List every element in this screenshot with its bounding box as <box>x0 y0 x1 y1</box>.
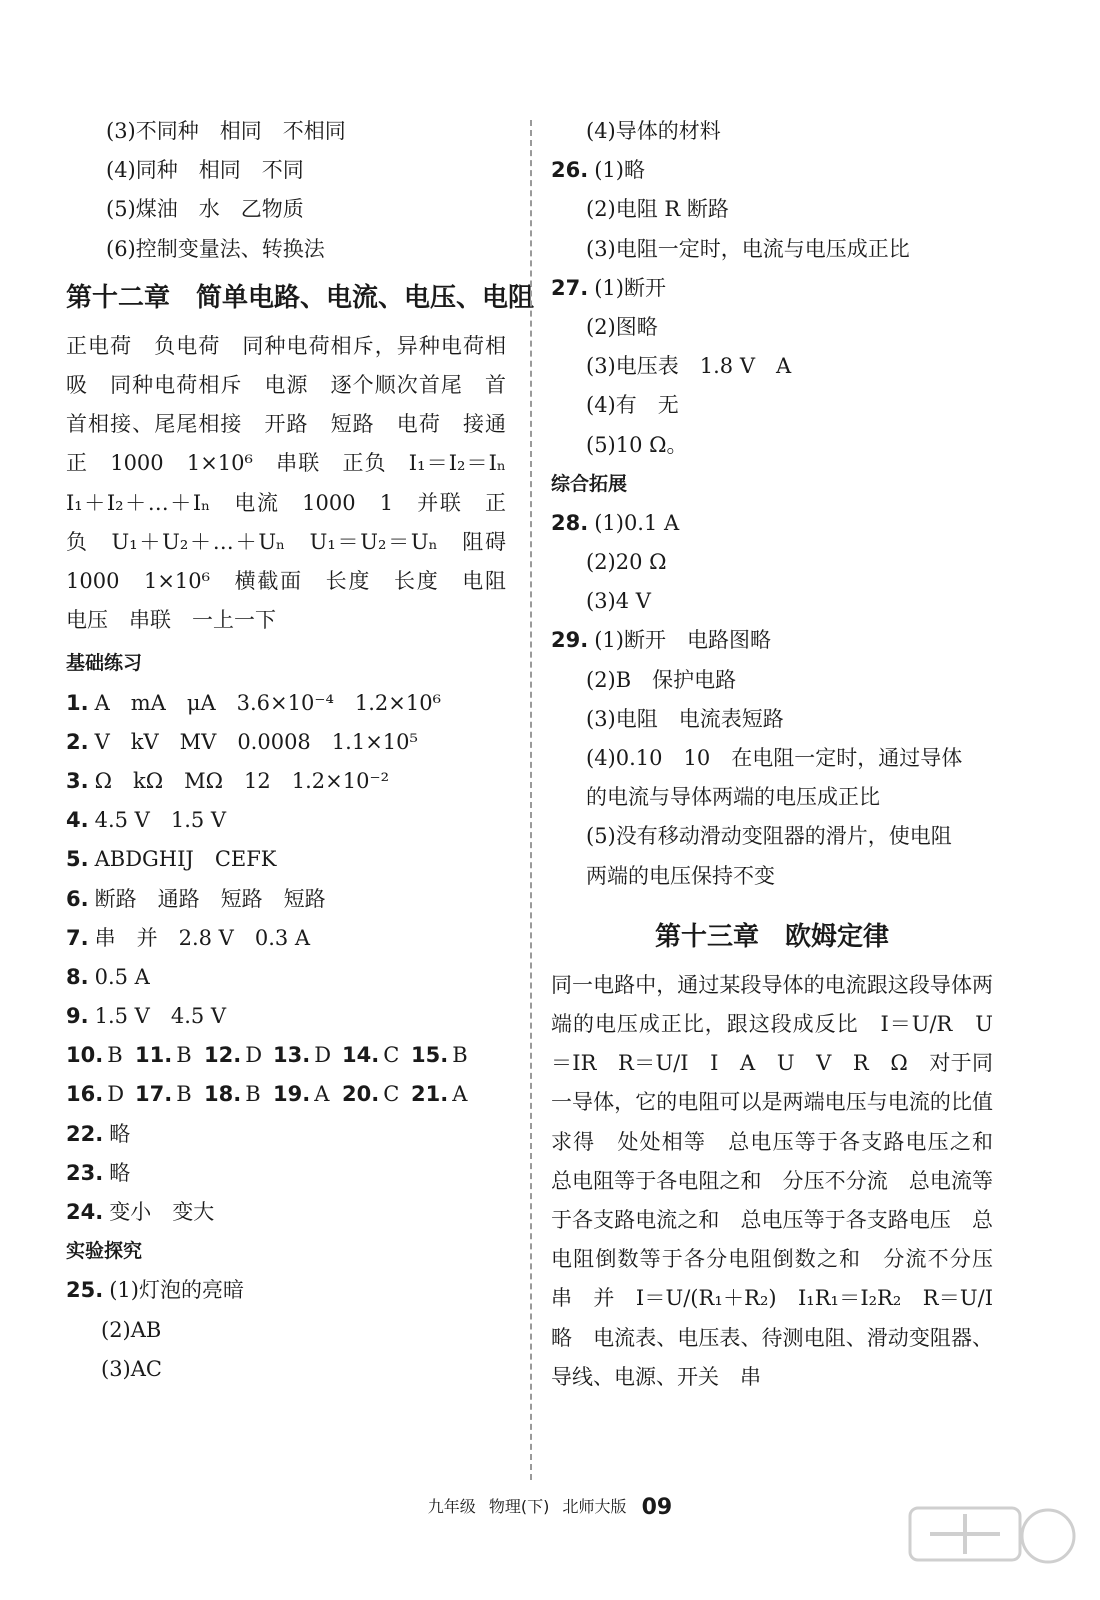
answer-line: (4)同种 相同 不同 <box>106 158 304 183</box>
answer-item-25 <box>66 1271 506 1310</box>
answer-line: 两端的电压保持不变 <box>586 863 775 888</box>
answer-text: (1)略 <box>594 158 645 183</box>
mc-answer <box>342 1036 411 1075</box>
question-number: 24. <box>66 1200 104 1224</box>
answer-text: ABDGHIJ CEFK <box>94 847 277 872</box>
mc-answer <box>204 1075 273 1114</box>
mc-answer <box>204 1036 273 1075</box>
mc-answer <box>135 1036 204 1075</box>
chapter-12-title: 第十二章 简单电路、电流、电压、电阻 <box>66 282 535 313</box>
mc-answer <box>66 1075 135 1114</box>
answer-text: V kV MV 0.0008 1.1×10⁵ <box>94 729 418 754</box>
section-experiment: 实验探究 <box>66 1240 143 1263</box>
answer-item-7 <box>66 919 506 958</box>
question-number: 19. <box>273 1082 311 1107</box>
answer-line: (3)AC <box>101 1356 162 1381</box>
watermark-logo <box>900 1500 1080 1590</box>
footer-grade: 九年级 <box>427 1497 476 1516</box>
mc-answer <box>411 1036 480 1075</box>
multiple-choice-row-2 <box>66 1075 506 1114</box>
answer-line: 的电流与导体两端的电压成正比 <box>586 785 880 810</box>
answer-line: (2)电阻 R 断路 <box>586 197 729 222</box>
answer-line: (5)煤油 水 乙物质 <box>106 197 304 222</box>
answer-item-27 <box>551 269 993 308</box>
answer-text: D <box>314 1043 332 1068</box>
answer-line: (4)导体的材料 <box>586 119 721 143</box>
question-number: 28. <box>551 510 589 535</box>
answer-text: C <box>383 1082 400 1107</box>
answer-text: (1)断开 电路图略 <box>594 628 771 653</box>
answer-item-23 <box>66 1154 506 1193</box>
answer-text: D <box>245 1043 263 1068</box>
question-number: 5. <box>66 847 89 872</box>
question-number: 18. <box>204 1082 242 1107</box>
question-number: 16. <box>66 1082 104 1107</box>
answer-text: (1)0.1 A <box>594 510 680 535</box>
answer-text: C <box>383 1043 400 1068</box>
chapter-13-title: 第十三章 欧姆定律 <box>654 921 889 952</box>
answer-text: Ω kΩ MΩ 12 1.2×10⁻² <box>94 768 389 793</box>
answer-text: 0.5 A <box>94 964 150 989</box>
left-column <box>66 112 535 1389</box>
mc-answer <box>66 1036 135 1075</box>
answer-text: 变小 变大 <box>109 1200 215 1224</box>
question-number: 7. <box>66 925 89 950</box>
question-number: 9. <box>66 1004 89 1029</box>
answer-line: (5)10 Ω。 <box>586 432 688 457</box>
question-number: 17. <box>135 1082 173 1107</box>
answer-line: (6)控制变量法、转换法 <box>106 236 325 261</box>
question-number: 23. <box>66 1160 104 1185</box>
chapter-13-summary: 同一电路中，通过某段导体的电流跟这段导体两端的电压成正比，跟这段成反比 I＝U/R U＝IR R＝U/I I A U V R Ω 对于同一导体，它的电阻可以是两端电压与电流的比值求得 处处相等 总电压等于各支路电压之和 总电阻等于各电阻之和 分压不分流 总电流等于各支路电流之和 总电压等于各支路电压 总电阻倒数等于各分电阻倒数之和 分流不分压 串 并 I＝U/(R₁＋R₂) I₁R₁＝I₂R₂ R＝U/I 略 电流表、电压表、待测电阻、滑动变阻器、导线、电源、开关 串 <box>551 972 1014 1389</box>
question-number: 13. <box>273 1043 311 1068</box>
answer-item-1 <box>66 684 506 723</box>
answer-text: B <box>176 1082 192 1107</box>
chapter-12-summary: 正电荷 负电荷 同种电荷相斥，异种电荷相吸 同种电荷相斥 电源 逐个顺次首尾 首首相接、尾尾相接 开路 短路 电荷 接通 正 1000 1×10⁶ 串联 正负 I₁＝I₂＝Iₙ I₁＋I₂＋…＋Iₙ 电流 1000 1 并联 正 负 U₁＋U₂＋…＋Uₙ U₁＝U₂＝Uₙ 阻碍 1000 1×10⁶ 横截面 长度 长度 电阻 电压 串联 一上一下 <box>66 333 527 633</box>
answer-item-28 <box>551 504 993 543</box>
answer-text: (1)断开 <box>594 275 666 300</box>
answer-text: 略 <box>109 1160 131 1185</box>
answer-line: (3)4 V <box>586 589 651 614</box>
question-number: 14. <box>342 1043 380 1068</box>
answer-text: B <box>176 1043 192 1068</box>
question-number: 27. <box>551 275 589 300</box>
answer-line: (2)图略 <box>586 314 658 339</box>
question-number: 11. <box>135 1043 173 1068</box>
answer-item-22 <box>66 1115 506 1154</box>
answer-line: (2)B 保护电路 <box>586 667 737 692</box>
answer-line: (4)0.10 10 在电阻一定时，通过导体 <box>586 746 963 770</box>
answer-line: (3)电阻 电流表短路 <box>586 706 784 731</box>
answer-item-5 <box>66 840 506 879</box>
answer-text: 断路 通路 短路 短路 <box>94 886 326 911</box>
answer-text: 略 <box>109 1121 131 1146</box>
mc-answer <box>342 1075 411 1114</box>
answer-text: B <box>107 1043 123 1068</box>
answer-text: B <box>245 1082 261 1107</box>
answer-text: A <box>452 1082 468 1107</box>
question-number: 12. <box>204 1043 242 1068</box>
answer-line: (4)有 无 <box>586 393 679 418</box>
question-number: 1. <box>66 690 89 715</box>
answer-item-8 <box>66 958 506 997</box>
question-number: 21. <box>411 1082 449 1107</box>
right-column <box>551 112 1014 1397</box>
question-number: 10. <box>66 1043 104 1068</box>
answer-item-2 <box>66 723 506 762</box>
multiple-choice-row-1 <box>66 1036 506 1075</box>
answer-text: A mA μA 3.6×10⁻⁴ 1.2×10⁶ <box>94 690 442 715</box>
answer-line: (2)AB <box>101 1317 162 1342</box>
question-number: 22. <box>66 1121 104 1146</box>
page-number: 09 <box>641 1495 673 1520</box>
footer-subject: 物理(下) <box>488 1497 550 1516</box>
section-comprehensive: 综合拓展 <box>551 472 628 495</box>
mc-answer <box>411 1075 480 1114</box>
answer-text: B <box>452 1043 468 1068</box>
answer-line: (3)电阻一定时，电流与电压成正比 <box>586 236 910 261</box>
mc-answer <box>273 1075 342 1114</box>
question-number: 29. <box>551 628 589 653</box>
answer-text: A <box>314 1082 330 1107</box>
answer-line: (5)没有移动滑动变阻器的滑片，使电阻 <box>586 824 952 849</box>
mc-answer <box>135 1075 204 1114</box>
answer-text: 4.5 V 1.5 V <box>94 808 227 833</box>
answer-item-6 <box>66 880 506 919</box>
question-number: 2. <box>66 729 89 754</box>
question-number: 15. <box>411 1043 449 1068</box>
answer-item-3 <box>66 762 506 801</box>
section-basic-practice: 基础练习 <box>66 652 143 675</box>
answer-item-4 <box>66 801 506 840</box>
question-number: 26. <box>551 158 589 183</box>
question-number: 4. <box>66 808 89 833</box>
answer-item-26 <box>551 151 993 190</box>
question-number: 8. <box>66 964 89 989</box>
answer-item-24 <box>66 1193 506 1232</box>
answer-text: 串 并 2.8 V 0.3 A <box>94 925 311 950</box>
mc-answer <box>273 1036 342 1075</box>
question-number: 6. <box>66 886 89 911</box>
question-number: 25. <box>66 1278 104 1303</box>
column-divider <box>530 120 532 1480</box>
answer-line: (2)20 Ω <box>586 550 667 575</box>
answer-item-9 <box>66 997 506 1036</box>
answer-text: 1.5 V 4.5 V <box>94 1004 227 1029</box>
answer-text: (1)灯泡的亮暗 <box>109 1278 244 1303</box>
question-number: 20. <box>342 1082 380 1107</box>
footer-edition: 北师大版 <box>562 1497 627 1516</box>
answer-line: (3)不同种 相同 不相同 <box>106 119 346 143</box>
answer-line: (3)电压表 1.8 V A <box>586 354 792 379</box>
question-number: 3. <box>66 768 89 793</box>
answer-text: D <box>107 1082 125 1107</box>
answer-item-29 <box>551 621 993 660</box>
